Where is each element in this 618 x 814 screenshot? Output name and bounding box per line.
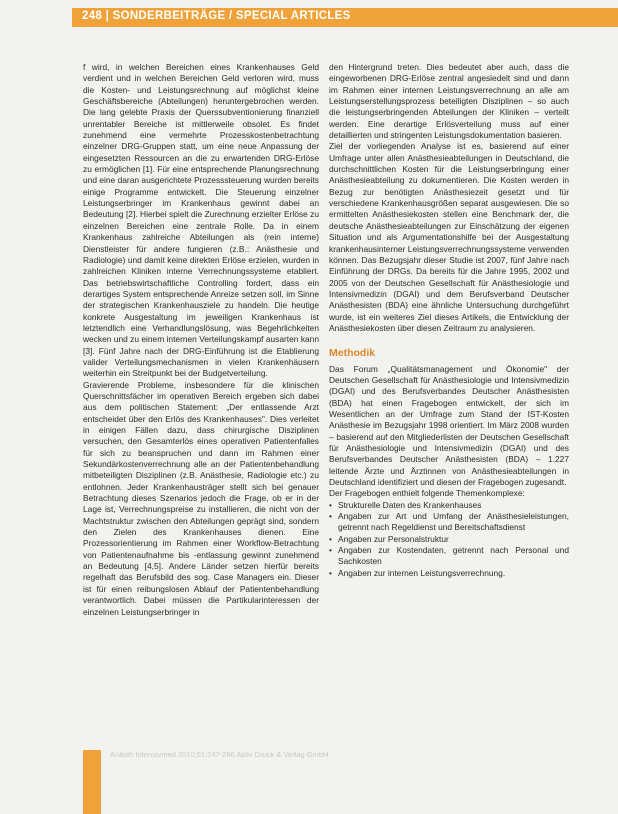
header-separator: | xyxy=(105,10,113,22)
topics-intro: Der Fragebogen enthielt folgende Themenkomplexe: xyxy=(329,488,525,499)
section-heading-methodik: Methodik xyxy=(329,347,376,360)
right-paragraph-2: Ziel der vorliegenden Analyse ist es, basierend auf einer Umfrage unter allen Anästhesieabteilungen in Deutschland, die durchschnittlichen Kosten für die Leistungserbringung einer Anästhesieabteilung zu dokumentieren. Die Kosten werden in Bezug zur benötigten Anästhesiezeit gesetzt und für verschiedene Krankenhausgrößen separat ausgewiesen. Die so ermittelten Anästhesiekosten stellen eine Benchmark der, die deutsche Anästhesieabteilungen zur Einschätzung der eigenen Situation und als Argumentationshilfe bei der Ausgestaltung krankenhausinterner Leistungsverrechnungssysteme verwenden können. Das Bezugsjahr dieser Studie ist 2007, fünf Jahre nach Einführung der DRGs. Da bereits für die Jahre 1995, 2002 und 2005 von der Deutschen Gesellschaft für Anästhesiologie und Intensivmedizin (DGAI) und dem Berufsverband Deutscher Anästhesisten (BDA) eine ähnliche Untersuchung durchgeführt wurde, ist ein weiteres Ziel dieses Artikels, die Entwicklung der Anästhesiekosten über diesen Zeitraum zu analysieren. xyxy=(329,141,569,333)
left-paragraph-2: Gravierende Probleme, insbesondere für die klinischen Querschnittsfächer im operativen Bereich ergeben sich dabei aus dem politischen Statement: „Der entlassende Arzt entscheidet über den Erlös des Krankenhauses". Dies verleitet in einigen Fällen dazu, dass chirurgische Disziplinen versuchen, den Gesamterlös eines operativen Patientenfalles für sich zu beanspruchen und dann im Rahmen einer Sekundärkostenverrechnung alle an der Patientenbehandlung mitbeteiligten Disziplinen (z.B. Anästhesie, Radiologie etc.) zu entlohnen. Jeder Krankenhausträger stellt sich bei genauer Betrachtung dieses Szenarios jedoch die Frage, ob er in der Lage ist, Verrechnungspreise zu installieren, die nicht von der Machtstruktur zwischen den Abteilungen geprägt sind, sondern den Zielen des Krankenhauses dienen. Eine Prozessorientierung im Rahmen einer Workflow-Betrachtung von Patientenaufnahme bis -entlassung gewinnt zunehmend an Bedeutung [4,5]. Andere Länder setzen hierfür bereits regelhaft das Berufsbild des sog. Case Managers ein. Dieser ist für einen reibungslosen Ablauf der Patientenbehandlung verantwortlich. Dabei müssen die Partikularinteressen der einzelnen Leistungserbringer in xyxy=(83,379,319,617)
section-title: SONDERBEITRÄGE / SPECIAL ARTICLES xyxy=(112,10,351,22)
page-number: 248 xyxy=(82,10,103,22)
right-column xyxy=(329,62,569,579)
left-column xyxy=(83,62,319,618)
topic-item: • Angaben zur Art und Umfang der Anästhesieleistungen, getrennt nach Regeldienst und Bereitschaftsdienst xyxy=(329,511,569,534)
method-paragraph: Das Forum „Qualitätsmanagement und Ökonomie" der Deutschen Gesellschaft für Anästhesiologie und Intensivmedizin (DGAI) und des Berufsverbandes Deutscher Anästhesisten (BDA) hat einen Fragebogen entwickelt, der sich im Wesentlichen an der Umfrage zum Stand der IST-Kosten Anästhesie im Bezugsjahr 1998 orientiert. Im März 2008 wurden – basierend auf den Mitgliederlisten der Deutschen Gesellschaft für Anästhesiologie und Intensivmedizin (DGAI) und des Berufsverbandes Deutscher Anästhesisten (BDA) – 1.227 leitende Ärzte und Ärztinnen von Anästhesieabteilungen in Deutschland identifiziert und diesen der Fragebogen zugesandt. xyxy=(329,363,569,488)
topic-item: • Strukturelle Daten des Krankenhauses xyxy=(329,500,569,511)
topic-item: • Angaben zur internen Leistungsverrechnung. xyxy=(329,568,569,579)
footer-citation: Anästh Intensivmed 2010;51:247-266 Aktiv Druck & Verlag GmbH xyxy=(110,750,329,759)
running-header xyxy=(82,10,351,22)
left-paragraph-1: f wird, in welchen Bereichen eines Krankenhauses Geld verdient und in welchen Bereichen Geld verloren wird, muss die Kosten- und Leistungsrechnung auf möglichst kleine Geschäftsbereiche (Abteilungen) heruntergebrochen werden. Die lang gelebte Praxis der Querssubventionierung finanziell unrentabler Bereiche ist mittlerweile obsolet. Es findet zunehmend eine vermehrte Prozesskostenbetrachtung einzelner DRG-Gruppen statt, um eine neue Anpassung der eingesetzten Ressourcen an die zu erwartenden DRG-Erlöse zu ermöglichen [1]. Für eine entsprechende Planungsrechnung und eine daran ausgerichtete Prozesssteuerung wurden bereits einige Programme entwickelt. Die Steuerung einzelner Leistungserbringer im Krankenhaus gewinnt dabei an Bedeutung [2]. Hierbei spielt die Zurechnung erzielter Erlöse zu einzelnen Bereichen eine zentrale Rolle. Da in einem Krankenhaus zahlreiche Abteilungen als (rein interne) Dienstleister für andere fungieren (z.B.: Anästhesie und Radiologie) und damit keine direkten Erlöse erzielen, wurden in zahlreichen Kliniken interne Verrechnungssysteme etabliert. Das betriebswirtschaftliche Controlling fordert, dass ein derartiges System entsprechende Anreize setzen soll, im Sinne der strategischen Krankenhausziele zu handeln. Die heutige konkrete Ausgestaltung im jeweiligen Krankenhaus ist letztendlich eine Verhandlungslösung, was Begehrlichkeiten wecken und zu einem internen Verteilungskampf ausarten kann [3]. Fünf Jahre nach der DRG-Einführung ist die Etablierung valider Verteilungsmechanismen in vielen Krankenhäusern weiterhin ein Streitpunkt bei der Budgetverteilung. xyxy=(83,62,319,379)
topic-item: • Angaben zur Personalstruktur xyxy=(329,534,569,545)
right-paragraph-1: den Hintergrund treten. Dies bedeutet aber auch, dass die eingeworbenen DRG-Erlöse zentral angesiedelt sind und dann im Rahmen einer internen Leistungsverrechnung an alle am Leistungserstellungsprozess beteiligten Disziplinen – so auch die leistungserbringenden Abteilungen der Kliniken – verteilt werden. Eine derartige Erlösverteilung muss auf einer detaillierten und stringenten Leistungsdokumentation basieren. xyxy=(329,62,569,141)
footer-bar xyxy=(83,750,101,814)
topics-list xyxy=(329,500,569,579)
topic-item: • Angaben zur Kostendaten, getrennt nach Personal und Sachkosten xyxy=(329,545,569,568)
